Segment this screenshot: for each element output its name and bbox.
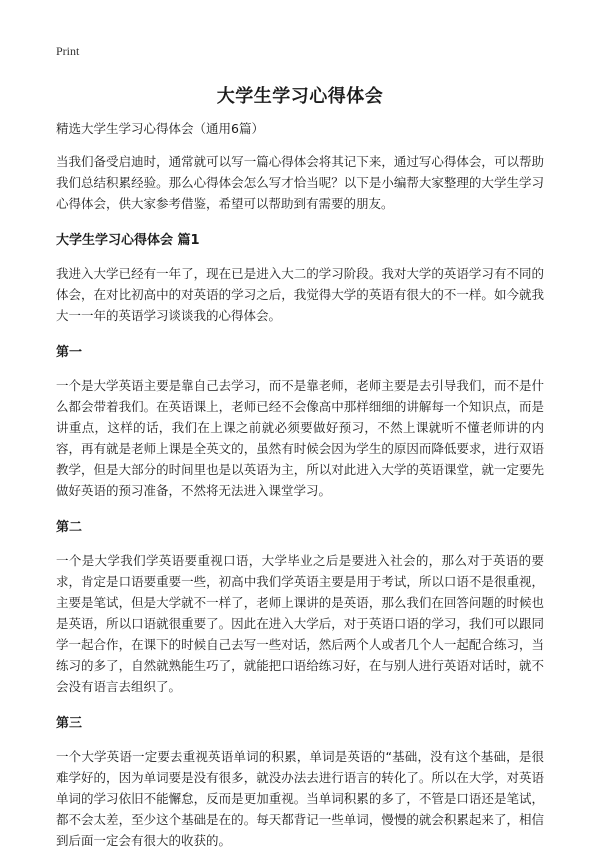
article-intro-paragraph: 我进入大学已经有一年了，现在已是进入大二的学习阶段。我对大学的英语学习有不同的体会，在对比初高中的对英语的学习之后，我觉得大学的英语有很大的不一样。如今就我大一一年的英语学习谈谈我的心得体会。 — [56, 266, 544, 323]
print-link[interactable]: Print — [56, 44, 80, 58]
intro-paragraph: 当我们备受启迪时，通常就可以写一篇心得体会将其记下来，通过写心得体会，可以帮助我们总结积累经验。那么心得体会怎么写才恰当呢？以下是小编帮大家整理的大学生学习心得体会，供大家参考借鉴，希望可以帮助到有需要的朋友。 — [56, 154, 544, 211]
section-heading-2: 第二 — [56, 520, 83, 535]
section-paragraph-2: 一个是大学我们学英语要重视口语，大学毕业之后是要进入社会的，那么对于英语的要求，肯定是口语要重要一些，初高中我们学英语主要是用于考试，所以口语不是很重视，主要是笔试，但是大学就不一样了，老师上课讲的是英语，那么我们在回答问题的时候也是英语，所以口语就很重要了。因此在进入大学后，对于英语口语的学习，我们可以跟同学一起合作，在课下的时候自己去写一些对话，然后两个人或者几个人一起配合练习，当练习的多了，自然就熟能生巧了，就能把口语给练习好，在与别人进行英语对话时，就不会没有语言去组织了。 — [56, 553, 544, 694]
section-heading-1: 第一 — [56, 345, 83, 360]
section-paragraph-1: 一个是大学英语主要是靠自己去学习，而不是靠老师，老师主要是去引导我们，而不是什么都会带着我们。在英语课上，老师已经不会像高中那样细细的讲解每一个知识点，而是讲重点，这样的话，我们在上课之前就必须要做好预习，不然上课就听不懂老师讲的内容，再有就是老师上课是全英文的，虽然有时候会因为学生的原因而降低要求，进行双语教学，但是大部分的时间里也是以英语为主，所以对此进入大学的英语课堂，就一定要先做好英语的预习准备，不然将无法进入课堂学习。 — [56, 378, 544, 498]
section-heading-3: 第三 — [56, 716, 83, 731]
document-body — [56, 118, 544, 868]
article-heading: 大学生学习心得体会 篇1 — [56, 233, 200, 248]
page-title: 大学生学习心得体会 — [216, 86, 384, 107]
section-paragraph-3: 一个大学英语一定要去重视英语单词的积累，单词是英语的“基础，没有这个基础，是很难学好的，因为单词要是没有很多，就没办法去进行语言的转化了。所以在大学，对英语单词的学习依旧不能懈怠，反而是更加重视。当单词积累的多了，不管是口语还是笔试，都不会太差，至少这个基础是在的。每天都背记一些单词，慢慢的就会积累起来了，相信到后面一定会有很大的收获的。 — [56, 749, 544, 848]
document-subtitle: 精选大学生学习心得体会（通用6篇） — [56, 121, 264, 136]
